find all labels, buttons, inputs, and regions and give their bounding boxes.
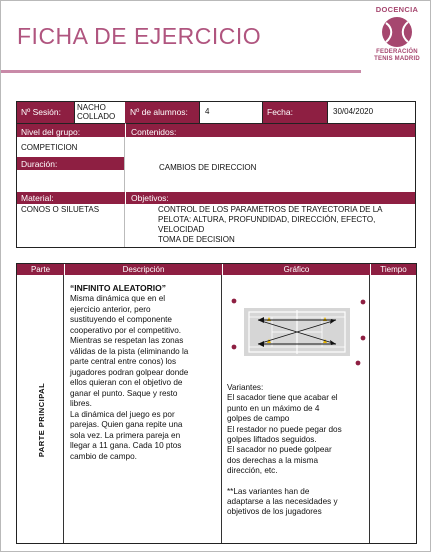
- description-line: jugadores podran golpear donde: [70, 367, 189, 377]
- logo: [367, 5, 427, 73]
- description-line: parte central entre conos) los: [70, 357, 177, 366]
- variant-line: El sacador no puede golpear: [227, 445, 332, 455]
- objective-line: VELOCIDAD: [158, 225, 205, 234]
- material-value: CONOS O SILUETAS: [21, 205, 100, 214]
- variant-line: adaptarse a las necesidades y: [227, 497, 338, 507]
- part-label: PARTE PRINCIPAL: [37, 382, 46, 458]
- col-parte-header: Parte: [17, 264, 64, 275]
- contents-value: CAMBIOS DE DIRECCION: [159, 163, 257, 172]
- column-divider: [369, 275, 370, 543]
- date-value: 30/04/2020: [327, 102, 415, 123]
- description-line: libres.: [70, 399, 92, 408]
- description-line: Misma dinámica que en el: [70, 294, 166, 303]
- marker-dot: [356, 361, 361, 366]
- col-tiempo-header: Tiempo: [370, 264, 416, 275]
- description-line: parejas. Quien gana repite una: [70, 420, 183, 429]
- variant-line: golpes de campo: [227, 414, 290, 424]
- students-label: Nº de alumnos:: [125, 102, 199, 123]
- variant-line: dos derechas a la misma: [227, 455, 319, 465]
- description-line: ganar el punto. Saque y resto: [70, 388, 178, 398]
- exercise-table: [16, 263, 417, 544]
- material-label: Material:: [17, 192, 125, 204]
- variant-line: **Las variantes han de: [227, 486, 310, 496]
- group-label: Nivel del grupo:: [17, 123, 125, 137]
- marker-dot: [232, 299, 237, 304]
- duration-label: Duración:: [17, 157, 125, 170]
- objectives-label: Objetivos:: [125, 192, 415, 204]
- variant-line: El restador no puede pegar dos: [227, 424, 342, 434]
- divider: [124, 204, 125, 247]
- logo-org-line2: TENIS MADRID: [374, 56, 420, 62]
- session-label: Nº Sesión:: [17, 102, 74, 123]
- col-descripcion-header: Descripción: [64, 264, 222, 275]
- objectives-list: [158, 205, 416, 245]
- variant-line: dirección, etc.: [227, 466, 278, 476]
- marker-dot: [232, 345, 237, 350]
- description-line: ellos quieran con el objetivo de: [70, 378, 183, 387]
- session-value: NACHO COLLADO: [74, 102, 125, 123]
- divider: [124, 137, 125, 192]
- variant-line: punto en un máximo de 4: [227, 403, 320, 413]
- page-title: FICHA DE EJERCICIO: [17, 23, 262, 49]
- variants-text: [227, 383, 369, 518]
- marker-dot: [361, 336, 366, 341]
- title-rule: [1, 70, 361, 73]
- students-value: 4: [199, 102, 263, 123]
- col-grafico-header: Gráfico: [222, 264, 370, 275]
- description-line: cambio de campo.: [70, 451, 137, 461]
- description-line: llegar a 11 gana. Cada 10 ptos: [70, 441, 182, 450]
- description-line: ejercicio anterior, pero: [70, 304, 151, 314]
- variant-line: Variantes:: [227, 383, 264, 392]
- description-text: [70, 294, 220, 462]
- variant-line: [227, 477, 369, 487]
- logo-org-line1: FEDERACIÓN: [376, 49, 418, 55]
- group-value: COMPETICION: [21, 143, 78, 152]
- objective-line: CONTROL DE LOS PARAMETROS DE TRAYECTORIA DE LA: [158, 205, 383, 214]
- variant-line: objetivos de los jugadores: [227, 507, 322, 517]
- objective-line: TOMA DE DECISION: [158, 235, 235, 244]
- variant-line: El sacador tiene que acabar el: [227, 393, 338, 403]
- marker-dot: [361, 300, 366, 305]
- description-line: Mientras se respetan las zonas: [70, 336, 184, 345]
- objective-line: PELOTA: ALTURA, PROFUNDIDAD, DIRECCIÓN, EFECTO,: [158, 215, 376, 224]
- contents-label: Contenidos:: [125, 123, 415, 137]
- description-title: “INFINITO ALEATORIO”: [70, 283, 167, 293]
- logo-top-text: DOCENCIA: [375, 5, 419, 14]
- session-table: [16, 101, 416, 248]
- description-line: La dinámica del juego es por: [70, 409, 175, 419]
- variant-line: golpes liftados seguidos.: [227, 435, 317, 445]
- column-divider: [63, 275, 64, 543]
- description-line: cooperativo por el competitivo.: [70, 325, 182, 335]
- description-line: válidas de la pista (eliminando la: [70, 346, 189, 356]
- tennis-ball-icon: [380, 15, 414, 49]
- description-line: sola vez. La primera pareja en: [70, 430, 181, 440]
- court-diagram: [223, 290, 369, 370]
- description-line: sustituyendo el componente: [70, 315, 172, 324]
- column-divider: [221, 275, 222, 543]
- date-label: Fecha:: [263, 102, 327, 123]
